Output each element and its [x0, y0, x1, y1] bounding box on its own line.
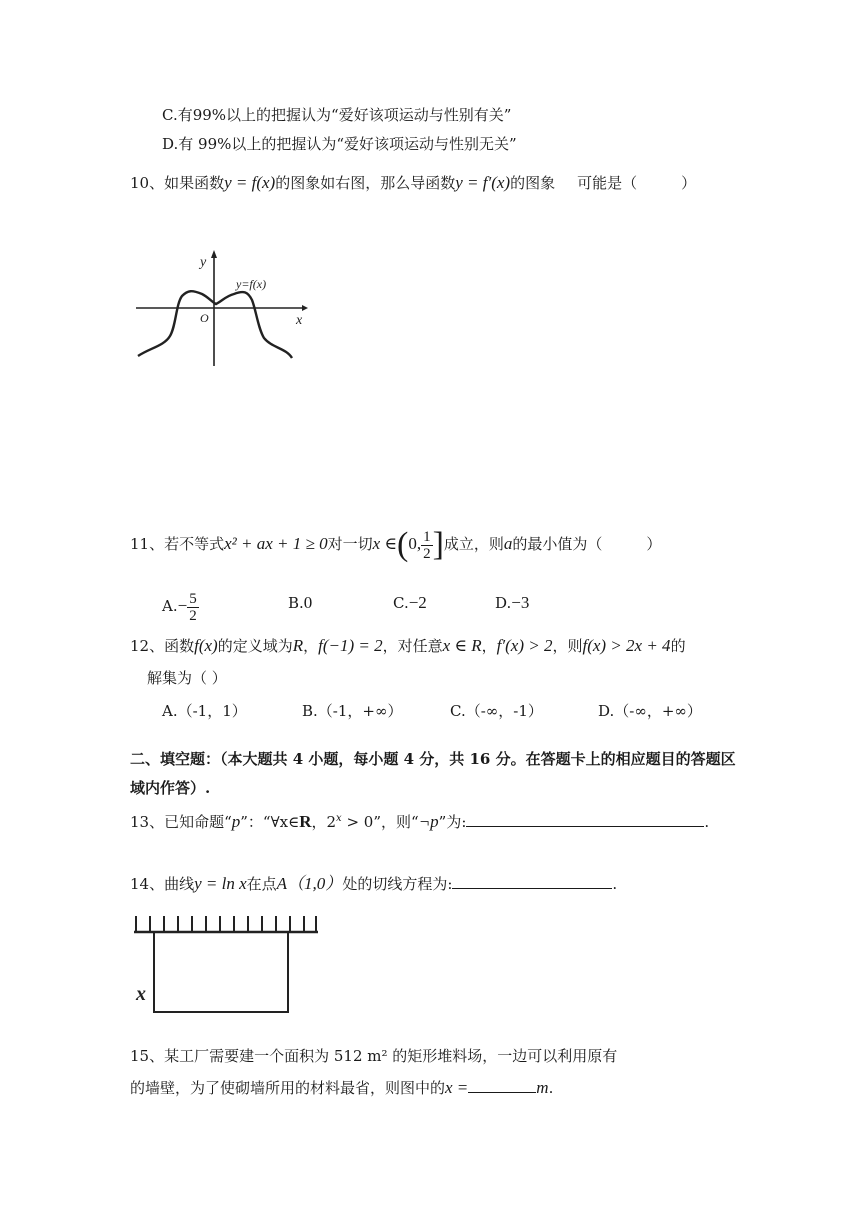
q12-option-a: A.（-1，1） [162, 702, 247, 720]
q11-range-fraction: $\frac{1}{2}$ [423, 528, 431, 562]
q15-answer-blank [468, 1076, 536, 1093]
q13-stem: 13、已知命题“p”：“∀x∈R，$2^x > 0$”，则“¬p”为: . [130, 812, 710, 831]
q9-option-d: D.有 99%以上的把握认为“爱好该项运动与性别无关” [162, 135, 517, 153]
q11-number: 11、 [130, 535, 165, 553]
q10-text2: 的图象如右图，那么导函数 [275, 174, 456, 192]
q10-graph-f-label: y=f(x) [236, 277, 267, 291]
q12-stem: 12、函数f(x)的定义域为R，f(−1) = 2，对任意x ∈ R，f′(x) > 2，则f(x) > 2x + 4的 [130, 636, 686, 655]
q12-option-d: D.（-∞，+∞） [598, 702, 702, 720]
q10-func: y = f(x) [224, 173, 276, 192]
q11-text3: 成立，则 [443, 535, 504, 553]
q14-stem: 14、曲线y = ln x在点A（1,0）处的切线方程为: . [130, 874, 618, 893]
q15-line1: 15、某工厂需要建一个面积为 512 m² 的矩形堆料场，一边可以利用原有 [130, 1047, 618, 1065]
q10-stem [130, 172, 696, 194]
q12-option-b: B.（-1，+∞） [302, 702, 403, 720]
section2-heading-line1: 二、填空题：（本大题共 4 小题，每小题 4 分，共 16 分。在答题卡上的相应题目的答题区 [130, 750, 736, 768]
q10-deriv: y = f′(x) [455, 173, 511, 192]
q11-text5: ） [646, 535, 662, 553]
q10-graph-x-label: x [296, 313, 303, 328]
q15-line2: 的墙壁，为了使砌墙所用的材料最省，则图中的x = m. [130, 1078, 554, 1097]
q13-answer-blank [466, 810, 704, 827]
q10-text5: ） [681, 174, 697, 192]
q11-text2: 对一切 [327, 535, 373, 553]
q11-ineq: x² + ax + 1 ≥ 0 [224, 534, 328, 553]
q11-range-left: 0, [408, 534, 422, 553]
q10-text4: 可能是（ [577, 174, 638, 192]
q11-stem: 11、若不等式x² + ax + 1 ≥ 0对一切x ∈(0, $\frac{1}{2}$ ]成立，则a的最小值为（ ） [130, 526, 662, 563]
q11-range-prefix: x ∈ [372, 534, 397, 553]
q15-figure [130, 910, 326, 1020]
q11-text4: 的最小值为（ [512, 535, 603, 553]
q10-graph-y-label: y [200, 255, 207, 270]
q10-text3: 的图象 [510, 174, 556, 192]
q15-figure-x-label: x [136, 983, 146, 1005]
section2-heading-line2: 域内作答）. [130, 779, 211, 797]
q11-var: a [503, 534, 513, 553]
q10-function-graph [130, 244, 310, 374]
q11-option-c: C.−2 [393, 593, 427, 612]
q14-answer-blank [452, 872, 612, 889]
q10-graph-origin-label: O [200, 311, 209, 325]
q9-option-c: C.有99%以上的把握认为“爱好该项运动与性别有关” [162, 106, 512, 124]
q11-option-a: A.− $\frac{5}{2}$ [162, 590, 197, 624]
q10-number: 10、 [130, 174, 165, 192]
q11-text1: 若不等式 [164, 535, 225, 553]
q12-option-c: C.（-∞，-1） [450, 702, 543, 720]
q11-option-d: D.−3 [495, 593, 530, 612]
q10-text1: 如果函数 [164, 174, 225, 192]
q11-option-b: B.0 [288, 593, 313, 612]
q12-line2: 解集为（ ） [147, 669, 227, 687]
